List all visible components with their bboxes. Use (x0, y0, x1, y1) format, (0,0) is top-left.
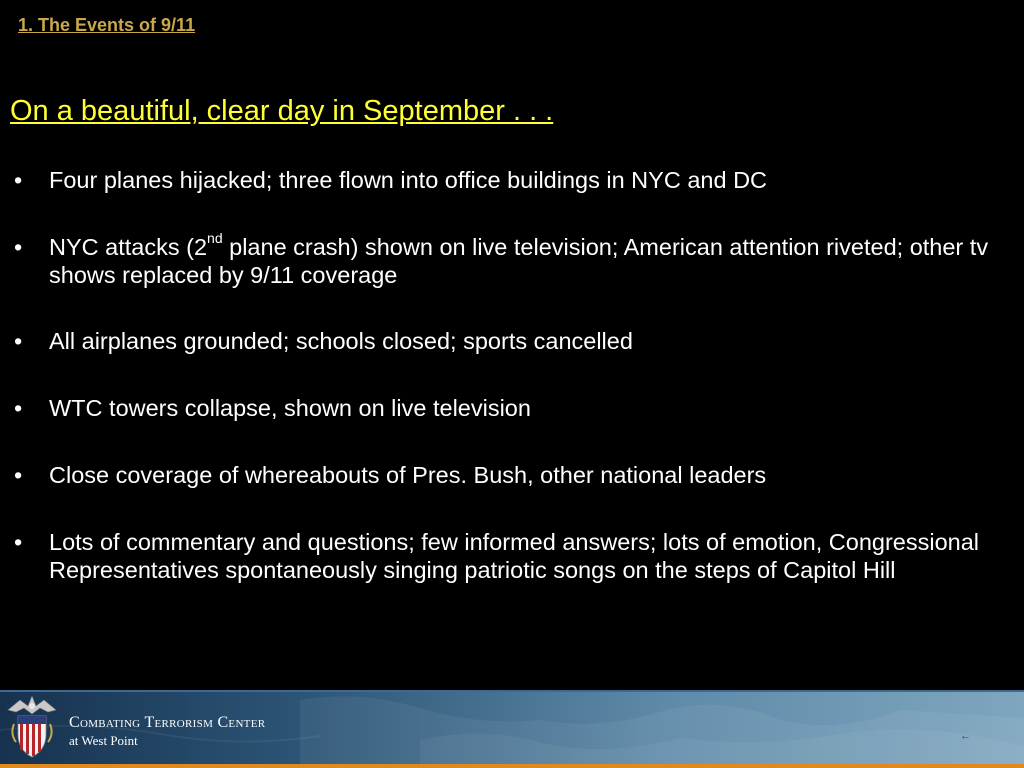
bullet-text: Four planes hijacked; three flown into office buildings in NYC and DC (49, 167, 768, 193)
bullet-list (0, 166, 1024, 623)
bullet-item (0, 528, 1024, 584)
bullet-text: WTC towers collapse, shown on live television (49, 395, 531, 421)
bullet-text: Lots of commentary and questions; few informed answers; lots of emotion, Congressional Representatives spontaneously singing patriotic songs on the steps of Capitol Hill (49, 529, 980, 583)
bullet-text-sup: nd (207, 230, 223, 247)
slide-heading: On a beautiful, clear day in September . . . (10, 95, 554, 127)
bullet-item (0, 230, 1024, 289)
bullet-dot: • (14, 167, 23, 193)
bullet-item (0, 394, 1024, 422)
bullet-dot: • (14, 395, 23, 421)
section-title[interactable]: 1. The Events of 9/11 (18, 15, 196, 35)
bullet-item (0, 166, 1024, 194)
footer-accent-bar (0, 764, 1024, 768)
organization-subtitle: at West Point (69, 733, 138, 748)
bullet-dot: • (14, 234, 23, 260)
bullet-item (0, 327, 1024, 355)
bullet-dot: • (14, 462, 23, 488)
back-arrow-mark[interactable]: ← (960, 730, 971, 742)
organization-name: Combating Terrorism Center (69, 714, 266, 731)
bullet-text-post: plane crash) shown on live television; American attention riveted; other tv shows replaced by 9/11 coverage (49, 234, 989, 288)
footer-banner (0, 690, 1024, 768)
bullet-text: All airplanes grounded; schools closed; sports cancelled (49, 328, 633, 354)
bullet-item (0, 461, 1024, 489)
bullet-dot: • (14, 328, 23, 354)
bullet-text-pre: NYC attacks (2 (49, 234, 208, 260)
ctc-eagle-shield-logo (6, 694, 58, 760)
bullet-dot: • (14, 529, 23, 555)
bullet-text: Close coverage of whereabouts of Pres. Bush, other national leaders (49, 462, 767, 488)
